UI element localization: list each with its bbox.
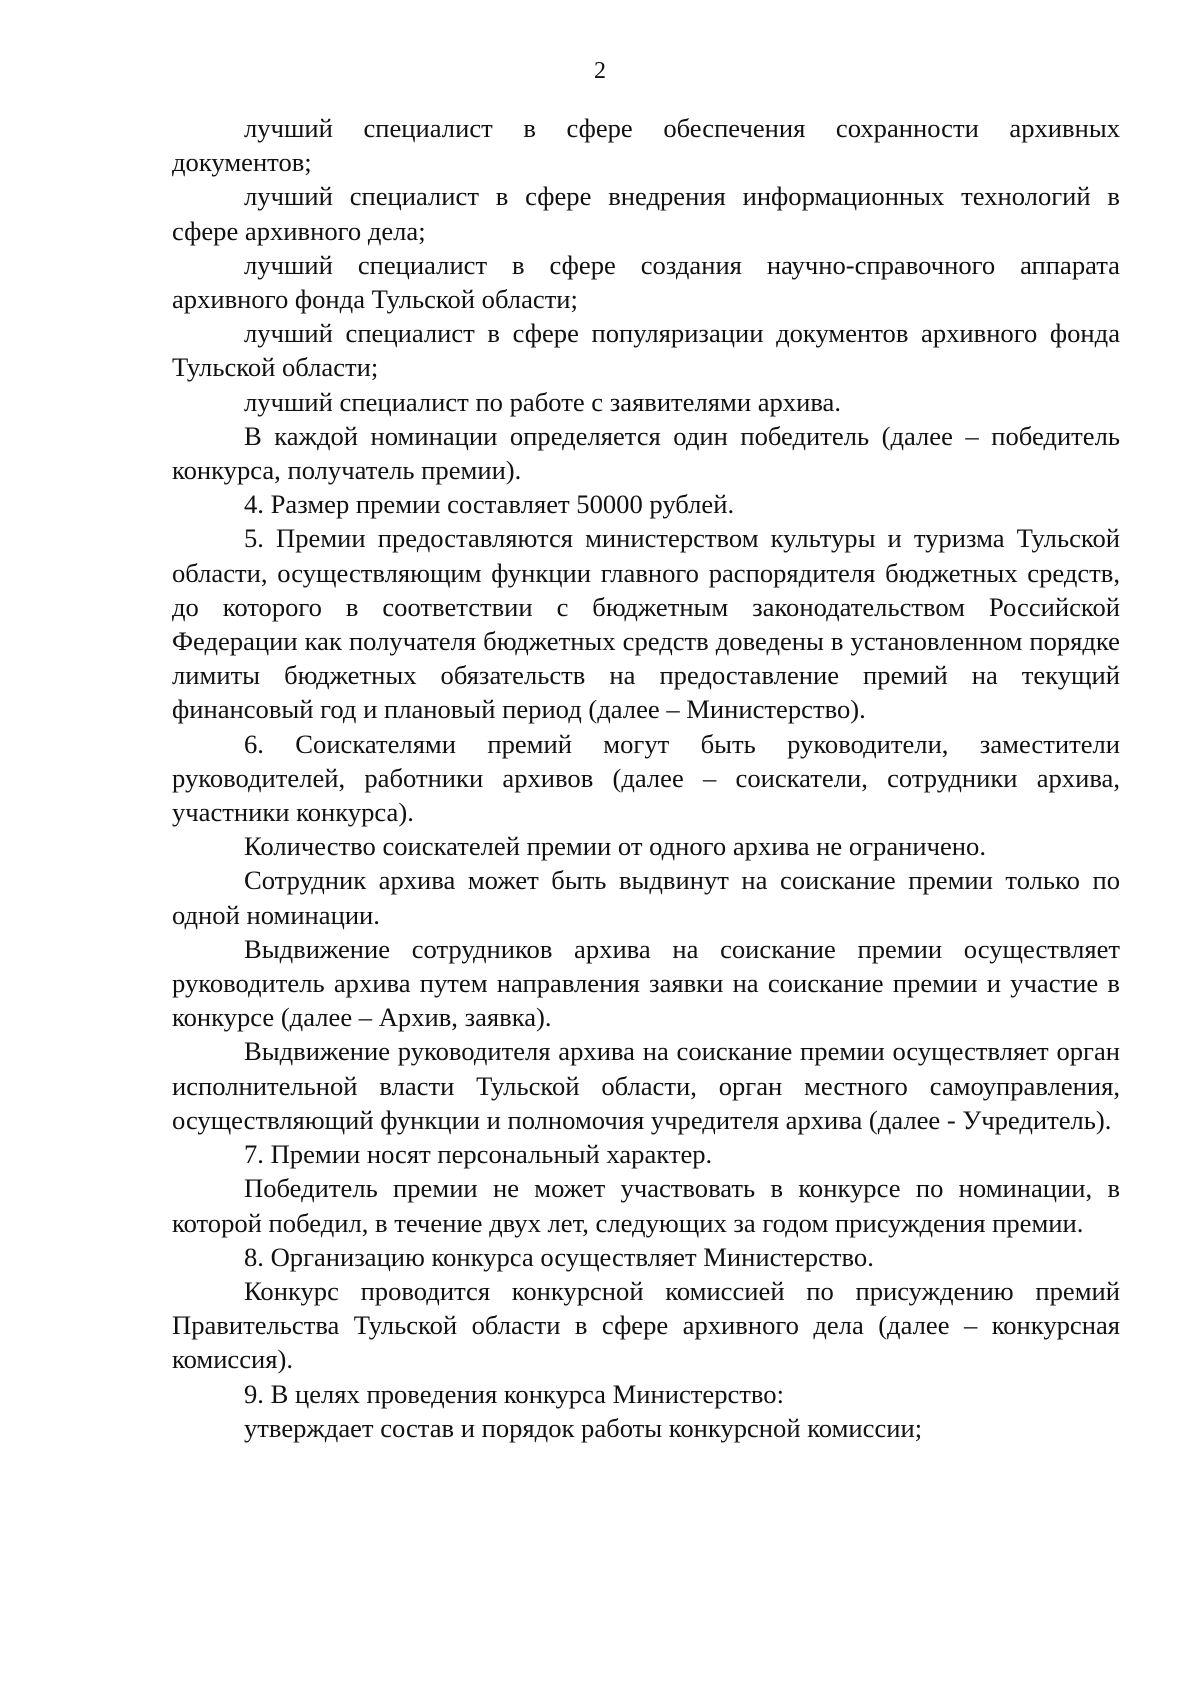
paragraph: лучший специалист по работе с заявителями архива. <box>244 386 841 417</box>
paragraph: 8. Организацию конкурса осуществляет Министерство. <box>244 1241 874 1272</box>
paragraph: Конкурс проводится конкурсной комиссией по присуждению премий Правительства Тульской области в сфере архивного дела (далее – конкурсная комиссия). <box>172 1275 1120 1375</box>
paragraph: Количество соискателей премии от одного архива не ограничено. <box>244 831 986 862</box>
paragraph: Сотрудник архива может быть выдвинут на соискание премии только по одной номинации. <box>172 865 1120 930</box>
paragraph: Победитель премии не может участвовать в конкурсе по номинации, в которой победил, в течение двух лет, следующих за годом присуждения премии. <box>172 1173 1120 1238</box>
paragraph: лучший специалист в сфере внедрения информационных технологий в сфере архивного дела; <box>172 181 1120 246</box>
paragraph: Выдвижение руководителя архива на соискание премии осуществляет орган исполнительной власти Тульской области, орган местного самоуправления, осуществляющий функции и полномочия учредителя архива (далее - Учредитель). <box>172 1036 1120 1135</box>
paragraph: 6. Соискателями премий могут быть руководители, заместители руководителей, работники архивов (далее – соискатели, сотрудники архива, участники конкурса). <box>172 728 1120 828</box>
paragraph: Выдвижение сотрудников архива на соискание премии осуществляет руководитель архива путем направления заявки на соискание премии и участие в конкурсе (далее – Архив, заявка). <box>172 933 1120 1033</box>
paragraph: утверждает состав и порядок работы конкурсной комиссии; <box>244 1412 923 1443</box>
document-body <box>172 111 1120 1445</box>
page-number: 2 <box>594 58 606 84</box>
paragraph: 9. В целях проведения конкурса Министерство: <box>244 1378 784 1409</box>
paragraph: 4. Размер премии составляет 50000 рублей. <box>244 489 735 520</box>
paragraph: лучший специалист в сфере популяризации документов архивного фонда Тульской области; <box>172 318 1120 383</box>
paragraph: лучший специалист в сфере создания научно-справочного аппарата архивного фонда Тульской области; <box>172 249 1120 315</box>
paragraph: 7. Премии носят персональный характер. <box>244 1139 713 1170</box>
paragraph: лучший специалист в сфере обеспечения сохранности архивных документов; <box>172 113 1120 178</box>
paragraph: 5. Премии предоставляются министерством культуры и туризма Тульской области, осуществляющим функции главного распорядителя бюджетных средств, до которого в соответствии с бюджетным законодательством Российской Федерации как получателя бюджетных средств доведены в установленном порядке лимиты бюджетных обязательств на предоставление премий на текущий финансовый год и плановый период (далее – Министерство). <box>172 523 1120 725</box>
paragraph: В каждой номинации определяется один победитель (далее – победитель конкурса, получатель премии). <box>172 420 1120 486</box>
